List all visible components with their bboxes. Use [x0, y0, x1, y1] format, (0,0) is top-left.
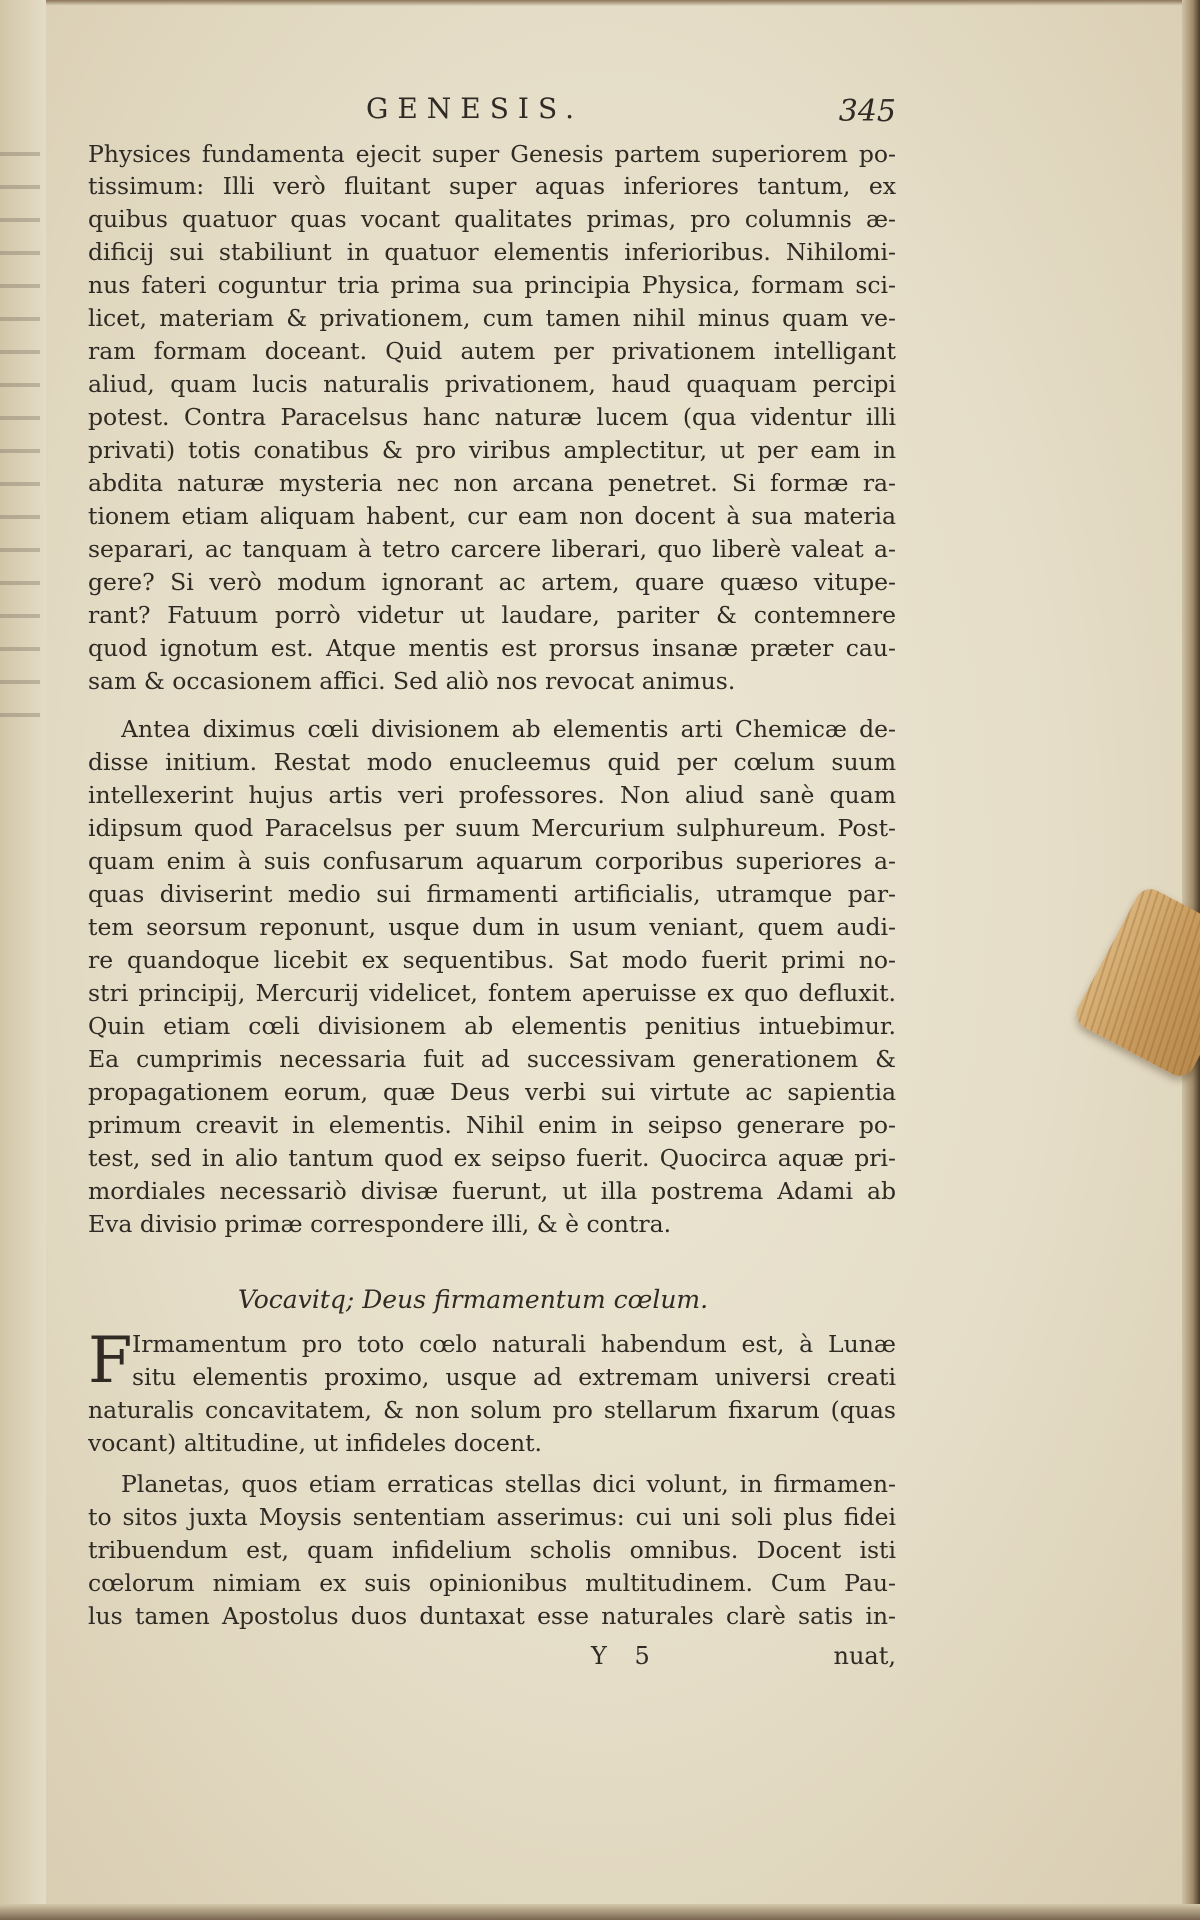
- text-line: lus tamen Apostolus duos duntaxat esse naturales clarè satis in-: [88, 1602, 896, 1630]
- section-heading: Vocavitq; Deus firmamentum cœlum.: [238, 1285, 709, 1314]
- ink-bleed-through: [0, 130, 40, 720]
- text-line: to sitos juxta Moysis sententiam asserimus: cui uni soli plus fidei: [88, 1503, 896, 1531]
- text-line: aliud, quam lucis naturalis privationem, haud quaquam percipi: [88, 370, 896, 398]
- text-line: vocant) altitudine, ut infideles docent.: [88, 1429, 543, 1457]
- text-line: tem seorsum reponunt, usque dum in usum veniant, quem audi-: [88, 913, 896, 941]
- page-footer: [88, 1640, 896, 1672]
- running-head: [88, 92, 896, 132]
- text-line: Planetas, quos etiam erraticas stellas dici volunt, in firmamen-: [121, 1470, 896, 1498]
- text-line: disse initium. Restat modo enucleemus quid per cœlum suum: [88, 748, 896, 776]
- page-number: 345: [838, 94, 896, 129]
- text-line: mordiales necessariò divisæ fuerunt, ut illa postrema Adami ab: [88, 1177, 896, 1205]
- text-line: naturalis concavitatem, & non solum pro stellarum fixarum (quas: [88, 1396, 896, 1424]
- page-top-edge: [0, 0, 1200, 6]
- text-line: nus fateri coguntur tria prima sua principia Physica, formam sci-: [88, 271, 896, 299]
- page-bottom-edge: [0, 1904, 1200, 1920]
- text-line: quam enim à suis confusarum aquarum corporibus superiores a-: [88, 847, 896, 875]
- signature-mark: Y 5: [591, 1642, 660, 1670]
- text-line: propagationem eorum, quæ Deus verbi sui virtute ac sapientia: [88, 1078, 896, 1106]
- text-line: abdita naturæ mysteria nec non arcana penetret. Si formæ ra-: [88, 469, 896, 497]
- text-line: Ea cumprimis necessaria fuit ad successivam generationem &: [88, 1045, 896, 1073]
- text-line: stri principij, Mercurij videlicet, fontem aperuisse ex quo defluxit.: [88, 979, 896, 1007]
- text-line: intellexerint hujus artis veri professores. Non aliud sanè quam: [88, 781, 896, 809]
- text-line: dificij sui stabiliunt in quatuor elementis inferioribus. Nihilomi-: [88, 238, 896, 266]
- text-line: sam & occasionem affici. Sed aliò nos revocat animus.: [88, 667, 736, 695]
- text-line: re quandoque licebit ex sequentibus. Sat modo fuerit primi no-: [88, 946, 896, 974]
- drop-cap: F: [88, 1324, 133, 1398]
- text-line: Irmamentum pro toto cœlo naturali habendum est, à Lunæ: [132, 1330, 896, 1358]
- text-line: situ elementis proximo, usque ad extremam universi creati: [132, 1363, 896, 1391]
- text-line: tissimum: Illi verò fluitant super aquas inferiores tantum, ex: [88, 172, 896, 200]
- text-line: gere? Si verò modum ignorant ac artem, quare quæso vitupe-: [88, 568, 896, 596]
- text-line: separari, ac tanquam à tetro carcere liberari, quo liberè valeat a-: [88, 535, 896, 563]
- text-line: quibus quatuor quas vocant qualitates primas, pro columnis æ-: [88, 205, 896, 233]
- text-line: tionem etiam aliquam habent, cur eam non docent à sua materia: [88, 502, 896, 530]
- text-line: cœlorum nimiam ex suis opinionibus multitudinem. Cum Pau-: [88, 1569, 896, 1597]
- text-line: licet, materiam & privationem, cum tamen nihil minus quam ve-: [88, 304, 896, 332]
- text-line: test, sed in alio tantum quod ex seipso fuerit. Quocirca aquæ pri-: [88, 1144, 896, 1172]
- text-line: idipsum quod Paracelsus per suum Mercurium sulphureum. Post-: [88, 814, 896, 842]
- wooden-page-weight: [1071, 884, 1200, 1082]
- text-line: privati) totis conatibus & pro viribus amplectitur, ut per eam in: [88, 436, 896, 464]
- text-line: tribuendum est, quam infidelium scholis omnibus. Docent isti: [88, 1536, 896, 1564]
- text-line: Quin etiam cœli divisionem ab elementis penitius intuebimur.: [88, 1012, 896, 1040]
- text-line: ram formam doceant. Quid autem per privationem intelligant: [88, 337, 896, 365]
- text-line: Eva divisio primæ correspondere illi, & è contra.: [88, 1210, 672, 1238]
- text-line: quas diviserint medio sui firmamenti artificialis, utramque par-: [88, 880, 896, 908]
- running-title: GENESIS.: [366, 92, 584, 125]
- text-line: potest. Contra Paracelsus hanc naturæ lucem (qua videntur illi: [88, 403, 896, 431]
- text-line: primum creavit in elementis. Nihil enim in seipso generare po-: [88, 1111, 896, 1139]
- catchword: nuat,: [833, 1642, 896, 1670]
- text-line: rant? Fatuum porrò videtur ut laudare, pariter & contemnere: [88, 601, 896, 629]
- text-line: quod ignotum est. Atque mentis est prorsus insanæ præter cau-: [88, 634, 896, 662]
- text-line: Physices fundamenta ejecit super Genesis partem superiorem po-: [88, 140, 896, 168]
- text-line: Antea diximus cœli divisionem ab elementis arti Chemicæ de-: [121, 715, 896, 743]
